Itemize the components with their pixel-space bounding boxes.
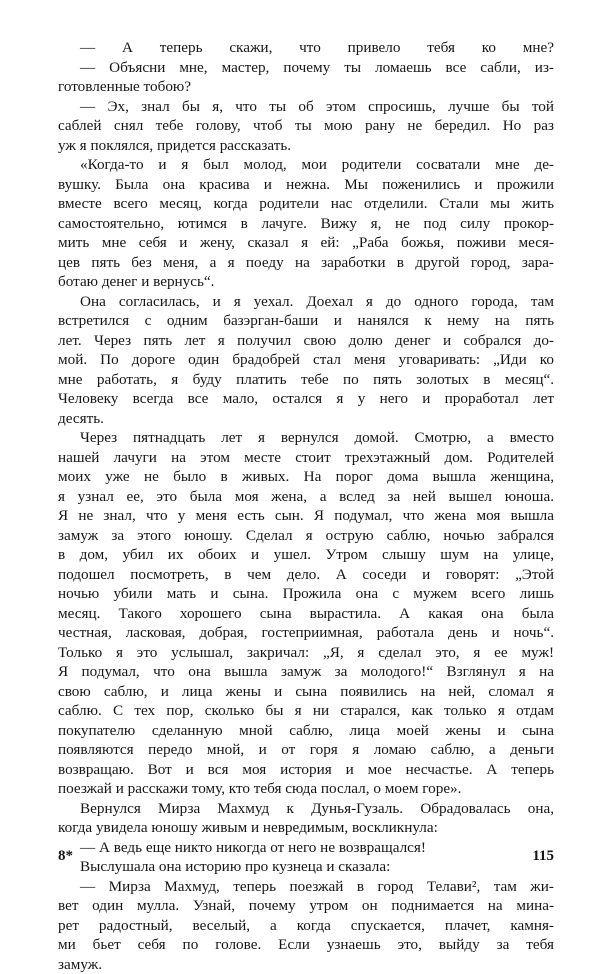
text-line: готовленные тобою?	[58, 77, 554, 97]
text-line: нашей лачуги на этом месте стоит трехэтажный дом. Родителей	[58, 448, 554, 468]
text-line: Я не знал, что у меня есть сын. Я подумал, что жена моя вышла	[58, 506, 554, 526]
text-line: — Объясни мне, мастер, почему ты ломаешь все сабли, из-	[58, 58, 554, 78]
page-footer	[58, 848, 554, 868]
text-line: Я подумал, что она вышла замуж за молодого!“ Взглянул я на	[58, 662, 554, 682]
text-line: мне работать, я буду платить тебе по пять золотых в месяц“.	[58, 370, 554, 390]
text-line: появляются передо мной, и от горя я ломаю саблю, а деньги	[58, 740, 554, 760]
text-line: моих уже не было в живых. На порог дома вышла женщина,	[58, 467, 554, 487]
text-line: вместе всего месяц, когда родители нас отделили. Стали мы жить	[58, 194, 554, 214]
text-line: когда увидела юношу живым и невредимым, воскликнула:	[58, 818, 554, 838]
text-line: самостоятельно, ютимся в лачуге. Вижу я, не под силу прокор-	[58, 214, 554, 234]
text-line: уж я поклялся, придется рассказать.	[58, 136, 554, 156]
text-line: саблей снял тебе голову, чтоб ты мою рану не бередил. Но раз	[58, 116, 554, 136]
text-line: ми бьет себя по голове. Если узнаешь это, выйду за тебя	[58, 935, 554, 955]
text-line: Через пятнадцать лет я вернулся домой. Смотрю, а вместо	[58, 428, 554, 448]
text-line: покупателю сделанную мной саблю, лица моей жены и сына	[58, 721, 554, 741]
text-line: я узнал ее, это была моя жена, а вслед за ней вышел юноша.	[58, 487, 554, 507]
text-line: мить мне себя и жену, сказал я ей: „Раба божья, поживи меся-	[58, 233, 554, 253]
text-line: замуж за этого юношу. Сделал я острую саблю, ночью забрался	[58, 526, 554, 546]
text-line: — А теперь скажи, что привело тебя ко мне?	[58, 38, 554, 58]
text-line: Человеку всегда все мало, остался я у него и проработал лет	[58, 389, 554, 409]
text-line: десять.	[58, 409, 554, 429]
text-line: Она согласилась, и я уехал. Доехал я до одного города, там	[58, 292, 554, 312]
text-line: саблю. С тех пор, сколько бы я ни старался, как только я отдам	[58, 701, 554, 721]
text-line: возвращаю. Вот и вся моя история и мое несчастье. А теперь	[58, 760, 554, 780]
text-line: — Мирза Махмуд, теперь поезжай в город Телави², там жи-	[58, 877, 554, 897]
text-line: лет. Через пять лет я получил свою долю денег и собрался до-	[58, 331, 554, 351]
text-line: цев пять без меня, а я поеду на заработки в другой город, зара-	[58, 253, 554, 273]
text-line: подошел посмотреть, в чем дело. А соседи и говорят: „Этой	[58, 565, 554, 585]
text-line: мой. По дороге один брадобрей стал меня уговаривать: „Иди ко	[58, 350, 554, 370]
text-line: Только я это услышал, закричал: „Я, я сделал это, я ее муж!	[58, 643, 554, 663]
text-line: ботаю денег и вернусь“.	[58, 272, 554, 292]
text-line: месяц. Такого хорошего сына вырастила. А какая она была	[58, 604, 554, 624]
text-page	[58, 38, 554, 974]
text-line: рет радостный, веселый, а когда спускается, плачет, камня-	[58, 916, 554, 936]
text-line: ночью убили мать и сына. Прожила она с мужем всего лишь	[58, 584, 554, 604]
text-line: свою саблю, и лица жены и сына появились на ней, сломал я	[58, 682, 554, 702]
text-line: — А ведь еще никто никогда от него не возвращался!	[58, 838, 554, 858]
text-line: Вернулся Мирза Махмуд к Дунья-Гузаль. Обрадовалась она,	[58, 799, 554, 819]
text-line: в дом, убил их обоих и ушел. Утром слышу шум на улице,	[58, 545, 554, 565]
printer-signature: 8*	[58, 848, 73, 865]
text-line: встретился с одним базэрган-баши и нанялся к нему на пять	[58, 311, 554, 331]
text-line: вет один мулла. Узнай, почему утром он поднимается на мина-	[58, 896, 554, 916]
page-number: 115	[532, 848, 554, 865]
text-line: замуж.	[58, 955, 554, 974]
text-line: — Эх, знал бы я, что ты об этом спросишь, лучше бы той	[58, 97, 554, 117]
text-line: вушку. Была она красива и нежна. Мы поженились и прожили	[58, 175, 554, 195]
text-line: Выслушала она историю про кузнеца и сказала:	[58, 857, 554, 877]
text-line: честная, ласковая, добрая, гостеприимная, работала день и ночь“.	[58, 623, 554, 643]
text-line: поезжай и расскажи тому, кто тебя сюда послал, о моем горе».	[58, 779, 554, 799]
text-line: «Когда-то и я был молод, мои родители сосватали мне де-	[58, 155, 554, 175]
